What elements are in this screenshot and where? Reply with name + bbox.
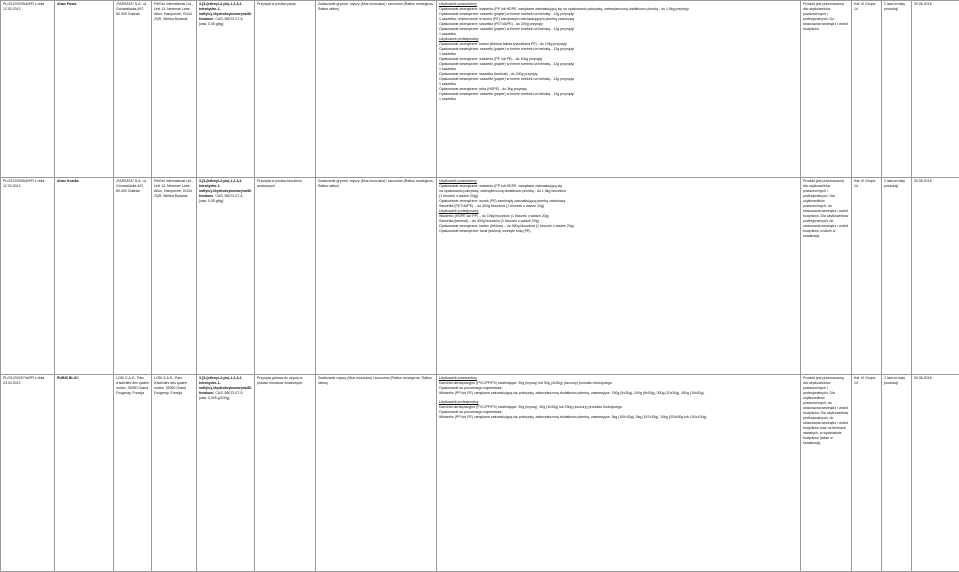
user-category-heading: Użytkownik powszechny — [439, 179, 798, 184]
active-substance-cell — [197, 375, 255, 572]
packaging-line: Wiaderko (HDPE lub PP) – do 10kg bloczków (1 bloczek o wadze 20g) — [439, 214, 798, 219]
packaging-line: Opakowanie zewnętrzne: wiaderko (PP lub PE) - do 10kg przynęty — [439, 57, 798, 62]
users-cell: Produkt jest przeznaczony dla użytkowników powszechnych i profesjonalnych. Dla użytkowników powszechnych: do stosowania wewnątrz i wokół budynków. Dla użytkowników profesjonalnych: do stosowania wewnątrz i wokół budynków, a także w kanalizacji. — [801, 178, 852, 375]
product-name-cell: RUBIS BLOC — [55, 375, 114, 572]
packaging-line: Wiaderko (PP lub PE) zamykane zatrzaskującą się pokrywką, zabezpieczoną dodatkowo plombą, zawierające: 3kg (100x30g), 5kg (167x30g), 10kg (334x30g lub 100x100g). — [439, 415, 798, 420]
packaging-line: Opakowanie wewnętrzne: saszetki (papier) w formie torebek na herbatę - 12g przynęty/ — [439, 92, 798, 97]
validity-cell: 2 lata od daty produkcji — [882, 375, 912, 572]
packaging-line: 1 saszetka — [439, 82, 798, 87]
users-cell: Produkt jest przeznaczony dla użytkowników powszechnych i profesjonalnych. Do stosowania wewnątrz i wokół budynków. — [801, 1, 852, 178]
packaging-line: Karmniki deratyzacyjne (PVC/PP/PS) zawierające: 30g (myszy) lub 90g (3x30g) (szczury) produktu biobójczego. — [439, 381, 798, 386]
packaging-line: Opakowanie wewnętrzne: saszetki (papier) w formie torebek na herbatę - 12g przynęty/ — [439, 12, 798, 17]
packaging-line: Opakowanie wewnętrzne: saszetki (papier) w formie torebek na herbatę - 12g przynęty/ — [439, 77, 798, 82]
product-name-cell: Atrax Kostka — [55, 178, 114, 375]
expiry-date-cell: 30.06.2018 — [912, 1, 959, 178]
target-organisms-cell: Zwalczanie gryzoni: myszy (Mus musculus) i szczurów (Rattus norvegicus, Rattus rattus) — [316, 1, 437, 178]
packaging-line: Opakowanie wewnętrzne: tacki (tektura) owinięte folią (PE) — [439, 229, 798, 234]
user-category-heading: Użytkownik powszechny — [439, 376, 798, 381]
packaging-line: Wiaderko (PP lub PE) zamykane zatrzaskującą się pokrywką, zabezpieczoną dodatkowo plombą, zawierające: 150g (5x30g), 240g (8x30g), 300g (10x30g), 450g (15x30g). — [439, 391, 798, 396]
packaging-line: 1 saszetka, umieszczone w worku (PE) zamykanym zatrzaskującym plombą zaciskową — [439, 17, 798, 22]
table-row — [1, 1, 959, 178]
packaging-line: Opakowanie zewnętrzne: saszetka (PET/Al/PE) - do 200g przynęty — [439, 22, 798, 27]
packaging-line: na opakowaniu pokrywką, zabezpieczoną dodatkowo plombą - do 1,5kg bloczków — [439, 189, 798, 194]
packaging-line: Opakowanie do ponownego napełniania: — [439, 386, 798, 391]
packaging-line: Opakowanie zewnętrzne: wiaderko (PP lub HDPE, zamykane zatrzaskującą się — [439, 184, 798, 189]
packaging-line: Opakowanie do ponownego napełniania: — [439, 410, 798, 415]
user-category-heading: Użytkownik profesjonalny — [439, 400, 798, 405]
substance-name: 3-[3-(bifenyl-4-ylo)-1,2,3,4-tetrahydro-1-naftylo]-4hydroksykumaryna/Difenakum — [199, 376, 251, 395]
manufacturer-cell: PelGar International Ltd., Unit 13, Newman Lane, Alton, Hampshire, GU34 2QR, Wielka Brytania — [152, 1, 197, 178]
validity-cell: 2 lata od daty produkcji — [882, 1, 912, 178]
permit-number-cell: PL/2012/0006/A/PR z dnia 12.03.2012 — [1, 178, 55, 375]
substance-cas: , CAS: 56073-07-5, [zaw. 0,05 g/kg] — [199, 194, 243, 203]
category-cell: Kat: III Grupa: 14 — [852, 375, 882, 572]
packaging-line: Opakowanie zewnętrzne: tuba (HDPE) - do 3kg przynęty — [439, 87, 798, 92]
category-cell: Kat: III Grupa: 14 — [852, 1, 882, 178]
substance-name: 3-[3-(bifenyl-4-ylo)-1,2,3,4-tetrahydro-1-naftylo]-4hydroksykumaryna/Difenakum — [199, 179, 251, 198]
holder-cell: LODI S.A.S., Parc d'activités des quatre routes, 35390 Grand Fougeray, Francja — [114, 375, 152, 572]
packaging-cell — [437, 178, 801, 375]
packaging-line: 1 saszetka — [439, 32, 798, 37]
user-category-heading: Użytkownik profesjonalny — [439, 37, 798, 42]
manufacturer-cell: LODI S.A.S., Parc d'activités des quatre routes, 35390 Grand Fougeray, Francja — [152, 375, 197, 572]
packaging-cell — [437, 375, 801, 572]
packaging-line: Opakowanie zewnętrzne: wiaderko (PP lub HDPE, zamykane zatrzaskującą się na opakowaniu pokrywką, zabezpieczoną dodatkowo plombą - do 1,5kg przynęty — [439, 7, 798, 12]
packaging-line: Opakowanie zewnętrzne: worek (PE) zamknięty zatrzaskującą plombą zaciskową — [439, 199, 798, 204]
expiry-date-cell: 30.06.2018 — [912, 375, 959, 572]
formulation-cell: Przynęta gotowa do użycia w postaci bloczków woskowych. — [255, 375, 316, 572]
active-substance-cell — [197, 178, 255, 375]
packaging-line: Karmniki deratyzacyjne (PVC/PP/PS) zawierające: 30g (myszy), 90g (3x30g) lub 330g (szczury) produktu biobójczego. — [439, 405, 798, 410]
manufacturer-cell: PelGar International Ltd., Unit 13, Newman Lane, Alton, Hampshire, GU34 2QR, Wielka Brytania — [152, 178, 197, 375]
users-cell: Produkt jest przeznaczony dla użytkowników powszechnych i profesjonalnych. Dla użytkowników powszechnych: do stosowania wewnątrz i wokół budynków. Dla użytkowników profesjonalnych: do stosowania wewnątrz i wokół budynków oraz na terenach otwartych, w sąsiedztwie budynków (także w kanalizacji). — [801, 375, 852, 572]
formulation-cell: Przynęta w postaci pasty — [255, 1, 316, 178]
packaging-line: 1 saszetka — [439, 52, 798, 57]
packaging-cell — [437, 1, 801, 178]
substance-cas: , CAS: 56073-07-5, [zaw. 0,05 g/kg] — [199, 17, 243, 26]
holder-cell: „PARSATA” S.A., ul. Grunwaldzka 497, 80-309 Gdańsk — [114, 1, 152, 178]
substance-cas: , CAS: 56073-07-5, [zaw. 0,005 g/100g] — [199, 391, 243, 400]
formulation-cell: Przynęta w postaci bloczków woskowych — [255, 178, 316, 375]
packaging-line: Opakowanie zewnętrzne: karton (tektura falista wyścielana PE) - do 10kg przynęty — [439, 42, 798, 47]
holder-cell: „PARSATA” S.A., ul. Grunwaldzka 497, 80-309 Gdańsk — [114, 178, 152, 375]
packaging-line: Opakowanie wewnętrzne: saszetki (papier) w formie torebek na herbatę - 12g przynęty/ — [439, 62, 798, 67]
packaging-line: Opakowanie zewnętrzne: saszetka (laminat) - do 200g przynęty — [439, 72, 798, 77]
packaging-line: Saszetka (PET/Al/PE) – do 400g bloczków (1 bloczek o wadze 20g) — [439, 204, 798, 209]
table-row — [1, 178, 959, 375]
user-category-heading: Użytkownik powszechny — [439, 2, 798, 7]
expiry-date-cell: 30.06.2018 — [912, 178, 959, 375]
packaging-line: Opakowanie zewnętrzne: karton (tektura) – do 960g bloczków (1 bloczek o wadze 20g) — [439, 224, 798, 229]
validity-cell: 2 lata od daty produkcji — [882, 178, 912, 375]
permit-number-cell: PL/2012/0005/A/PR z dnia 12.03.2012 — [1, 1, 55, 178]
packaging-line: Saszetka (laminat) – do 400g bloczków (1 bloczek o wadze 20g) — [439, 219, 798, 224]
packaging-line: Opakowanie wewnętrzne: saszetki (papier) w formie torebek na herbatę - 12g przynęty/ — [439, 27, 798, 32]
packaging-line: 1 saszetka — [439, 67, 798, 72]
category-cell: Kat: III Grupa: 14 — [852, 178, 882, 375]
active-substance-cell — [197, 1, 255, 178]
packaging-line: (1 bloczek o wadze 20g)) — [439, 194, 798, 199]
user-category-heading: Użytkownik profesjonalny — [439, 209, 798, 214]
target-organisms-cell: Zwalczanie myszy (Mus musculus) i szczurów (Rattus norvegicus, Rattus rattus) — [316, 375, 437, 572]
permit-number-cell: PL/2012/0007/A/PR z dnia 23.04.2012 — [1, 375, 55, 572]
packaging-line: Opakowanie wewnętrzne: saszetki (papier) w formie torebek na herbatę - 12g przynęty/ — [439, 47, 798, 52]
product-name-cell: Atrax Pasta — [55, 1, 114, 178]
table-row — [1, 375, 959, 572]
substance-name: 3-[3-(bifenyl-4-ylo)-1,2,3,4-tetrahydro-1-naftylo]-4hydroksykumaryna/Difenakum — [199, 2, 251, 21]
target-organisms-cell: Zwalczanie gryzoni: myszy (Mus musculus) i szczurów (Rattus norvegicus, Rattus rattus) — [316, 178, 437, 375]
packaging-line: 1 saszetka — [439, 97, 798, 102]
